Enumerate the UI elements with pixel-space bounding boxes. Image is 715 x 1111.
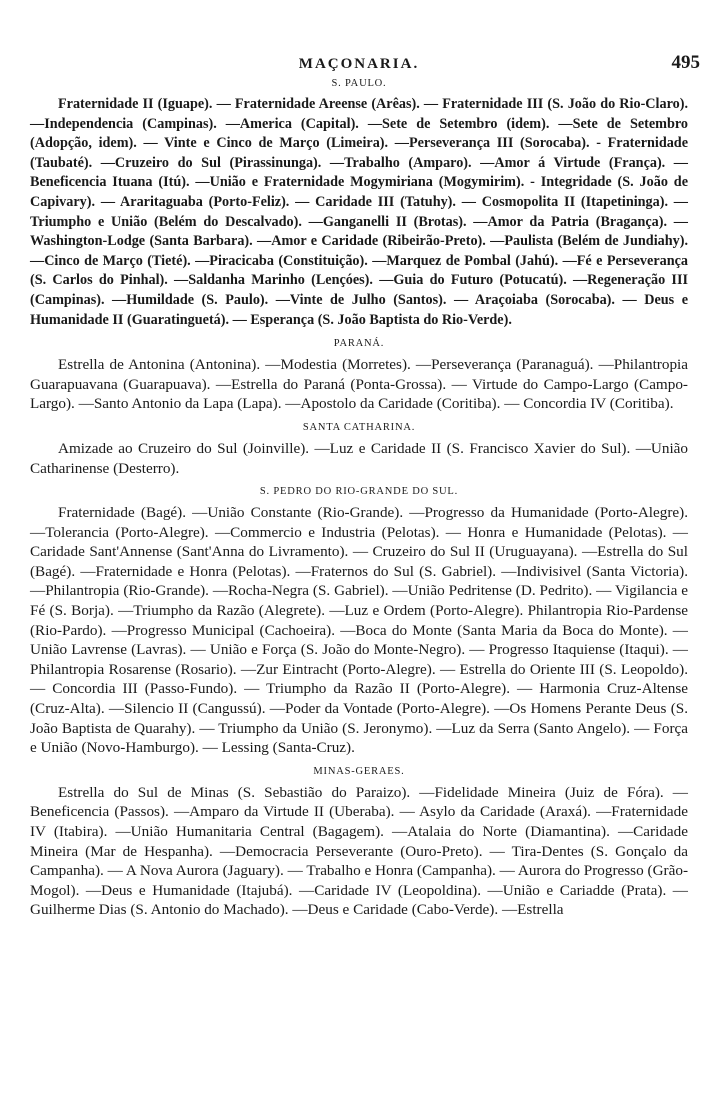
section-text: Fraternidade (Bagé). —União Constante (Rio-Grande). —Progresso da Humanidade (Porto-Alegre). —Tolerancia (Porto-Alegre). —Commercio e Industria (Pelotas). — Honra e Humanidade (Pelotas). —Caridade Sant'Annense (Sant'Anna do Livramento). — Cruzeiro do Sul II (Uruguayana). —Estrella do Sul (Bagé). —Fraternidade e Honra (Pelotas). —Fraternos do Sul (S. Gabriel). —Indivisivel (Santa Victoria). —Philantropia (Rio-Grande). —Rocha-Negra (S. Gabriel). —União Pedritense (D. Pedrito). — Vigilancia e Fé (S. Borja). —Triumpho da Razão (Alegrete). —Luz e Ordem (Porto-Alegre). Philantropia Rio-Pardense (Rio-Pardo). —Progresso Municipal (Cachoeira). —Boca do Monte (Santa Maria da Boca do Monte). —União Lavrense (Lavras). — União e Força (S. João do Monte-Negro). — Progresso Itaquiense (Itaqui). —Philantropia Rosarense (Rosario). —Zur Eintracht (Porto-Alegre). — Estrella do Oriente III (S. Leopoldo). — Concordia III (Passo-Fundo). — Triumpho da Razão II (Porto-Alegre). — Harmonia Cruz-Altense (Cruz-Alta). —Silencio II (Cangussú). —Poder da Vontade (Porto-Alegre). —Os Homens Perante Deus (S. João Baptista de Quarahy). — Triumpho da União (S. Jeronymo). —Luz da Serra (Santo Angelo). — Força e União (Novo-Hamburgo). — Lessing (Santa-Cruz). [30, 504, 688, 757]
section-text: Estrella de Antonina (Antonina). —Modestia (Morretes). —Perseverança (Paranaguá). —Philantropia Guarapuavana (Guarapuava). —Estrella do Paraná (Ponta-Grossa). — Virtude do Campo-Largo (Campo-Largo). —Santo Antonio da Lapa (Lapa). —Apostolo da Caridade (Coritiba). — Concordia IV (Coritiba). [30, 356, 688, 413]
section-heading: MINAS-GERAES. [313, 765, 405, 777]
section-parana [30, 338, 688, 414]
section-rio-grande-do-sul [30, 486, 688, 758]
page-header [30, 42, 700, 74]
section-heading: S. PEDRO DO RIO-GRANDE DO SUL. [259, 486, 459, 498]
section-heading: PARANÁ. [333, 338, 385, 350]
section-heading: S. PAULO. [331, 78, 387, 89]
section-sao-paulo [30, 78, 688, 330]
section-text: Fraternidade II (Iguape). — Fraternidade Areense (Arêas). — Fraternidade III (S. João do Rio-Claro). —Independencia (Campinas). —America (Capital). —Sete de Setembro (idem). —Sete de Setembro (Adopção, idem). — Vinte e Cinco de Março (Limeira). —Perseverança III (Sorocaba). - Fraternidade (Taubaté). —Cruzeiro do Sul (Pirassinunga). —Trabalho (Amparo). —Amor á Virtude (França). —Beneficencia Ituana (Itú). —União e Fraternidade Mogymiriana (Mogymirim). - Integridade (S. João de Capivary). — Araritaguaba (Porto-Feliz). — Caridade III (Tatuhy). — Cosmopolita II (Itapetininga). —Triumpho e União (Belém do Descalvado). —Ganganelli II (Brotas). —Amor da Patria (Bragança). —Washington-Lodge (Santa Barbara). —Amor e Caridade (Ribeirão-Preto). —Paulista (Belém de Jundiahy). —Cinco de Março (Tieté). —Piracicaba (Constituição). —Marquez de Pombal (Jahú). —Fé e Perseverança (S. Carlos do Pinhal). —Saldanha Marinho (Lençóes). —Guia do Futuro (Potucatú). —Regeneração III (Campinas). —Humildade (S. Paulo). —Vinte de Julho (Santos). — Araçoiaba (Sorocaba). — Deus e Humanidade II (Guaratinguetá). — Esperança (S. João Baptista do Rio-Verde). [30, 96, 688, 328]
section-santa-catharina [30, 422, 688, 478]
running-title: MAÇONARIA. [298, 56, 420, 72]
book-page [30, 42, 700, 928]
section-text: Amizade ao Cruzeiro do Sul (Joinville). —Luz e Caridade II (S. Francisco Xavier do Sul). —União Catharinense (Desterro). [30, 439, 688, 477]
page-number: 495 [671, 52, 700, 73]
section-minas-geraes [30, 766, 688, 920]
section-heading: SANTA CATHARINA. [302, 421, 416, 433]
section-text: Estrella do Sul de Minas (S. Sebastião do Paraizo). —Fidelidade Mineira (Juiz de Fóra). —Beneficencia (Passos). —Amparo da Virtude II (Uberaba). — Asylo da Caridade (Araxá). —Fraternidade IV (Itabira). —União Humanitaria Central (Bagagem). —Atalaia do Norte (Diamantina). —Caridade Mineira (Mar de Hespanha). —Democracia Perseverante (Ouro-Preto). — Tira-Dentes (S. Gonçalo da Campanha). — A Nova Aurora (Jaguary). — Trabalho e Honra (Campanha). — Aurora do Progresso (Grão-Mogol). —Deus e Humanidade (Itajubá). —Caridade IV (Leopoldina). —União e Cariadde (Prata). — Guilherme Dias (S. Antonio do Machado). —Deus e Caridade (Cabo-Verde). —Estrella [30, 783, 688, 919]
